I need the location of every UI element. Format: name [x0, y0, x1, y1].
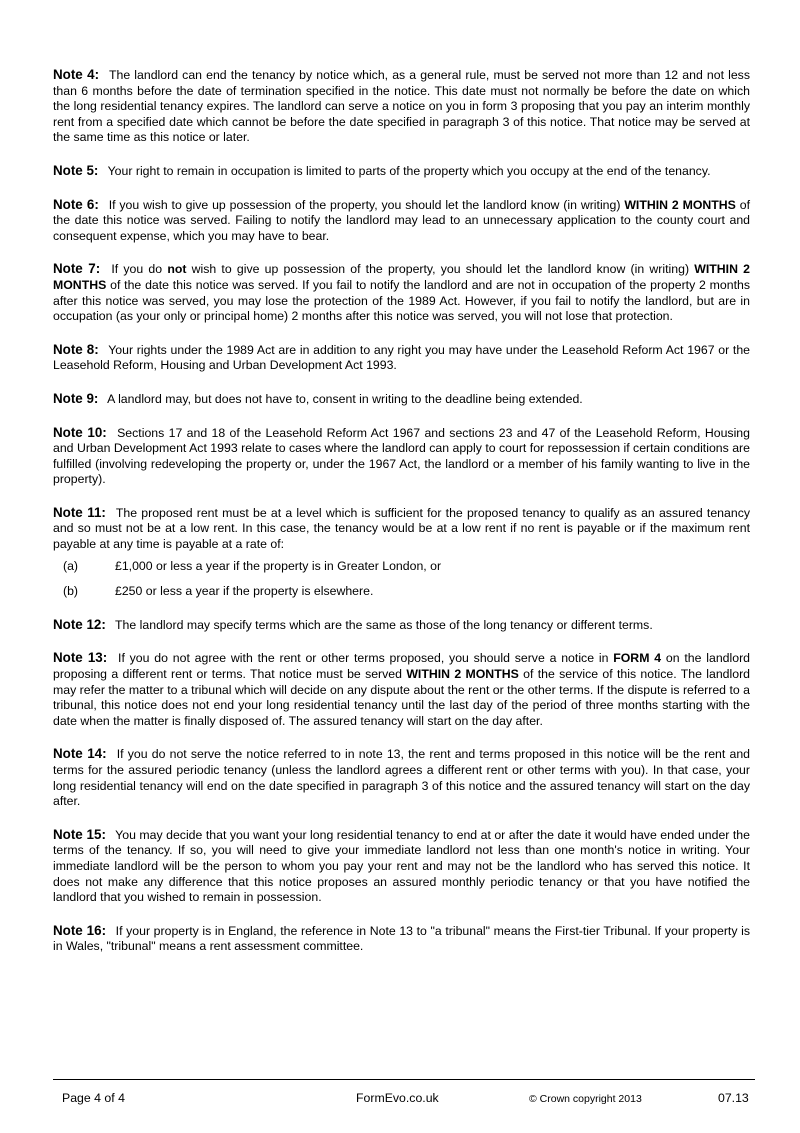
- note-8: [53, 342, 750, 374]
- list-item-label: (a): [63, 558, 79, 573]
- page-footer: [0, 1091, 800, 1111]
- note-text: of the service of this notice. The landlord may refer the matter to a tribunal which will decide on any dispute about the rent or the other terms. If the dispute is referred to a tribunal, this notice does not end your long residential tenancy until the last day of the period of three months starting with the date when the matter is finally disposed of. The assured tenancy will start on the day after.: [53, 667, 751, 728]
- note-label: Note 8:: [53, 341, 99, 357]
- note-label: Note 7:: [53, 261, 101, 277]
- note-label: Note 9:: [53, 390, 99, 406]
- note-15: [53, 827, 750, 906]
- note-text: If your property is in England, the reference in Note 13 to "a tribunal" means the First-tier Tribunal. If your property is in Wales, "tribunal" means a rent assessment committee.: [53, 923, 750, 954]
- note-emphasis: not: [167, 262, 187, 277]
- note-text: on the landlord proposing a different rent or terms. That notice must be served: [53, 651, 751, 682]
- note-9: [53, 391, 750, 408]
- note-emphasis: WITHIN 2 MONTHS: [53, 262, 751, 292]
- note-11: [53, 505, 750, 600]
- note-10: [53, 425, 750, 488]
- notes-section: [53, 67, 750, 972]
- note-4: [53, 67, 750, 146]
- note-label: Note 16:: [53, 922, 107, 938]
- list-item: [63, 558, 750, 575]
- note-text: You may decide that you want your long residential tenancy to end at or after the date it would have ended under the terms of the tenancy. If so, you will need to give your immediate landlord not less than one month's notice in writing. Your immediate landlord will be the person to whom you pay your rent and may not be the landlord who has served this notice. It does not make any difference that this notice proposes an assured monthly periodic tenancy or that you have notified the landlord that you wished to remain in possession.: [53, 827, 750, 905]
- note-text: If you wish to give up possession of the property, you should let the landlord know (in writing): [108, 197, 621, 212]
- rent-threshold-list: [53, 559, 750, 600]
- note-text: Your rights under the 1989 Act are in addition to any right you may have under the Leasehold Reform Act 1967 or the Leasehold Reform, Housing and Urban Development Act 1993.: [53, 342, 750, 373]
- note-text: If you do: [111, 262, 163, 277]
- note-emphasis: WITHIN 2 MONTHS: [624, 197, 736, 212]
- note-16: [53, 923, 750, 955]
- list-item-text: £1,000 or less a year if the property is in Greater London, or: [115, 558, 442, 573]
- note-text: The proposed rent must be at a level which is sufficient for the proposed tenancy to qualify as an assured tenancy and so must not be at a low rent. In this case, the tenancy would be at a low rent if no rent is payable or if the maximum rent payable at any time is payable at a rate of:: [53, 505, 750, 552]
- note-text: A landlord may, but does not have to, consent in writing to the deadline being extended.: [107, 391, 583, 406]
- note-text: If you do not agree with the rent or other terms proposed, you should serve a notice in: [118, 651, 609, 666]
- note-text: wish to give up possession of the property, you should let the landlord know (in writing): [191, 262, 690, 277]
- note-label: Note 5:: [53, 162, 99, 178]
- note-text: The landlord may specify terms which are the same as those of the long tenancy or different terms.: [115, 617, 653, 632]
- list-item: [63, 584, 750, 600]
- note-5: [53, 163, 750, 180]
- note-text: of the date this notice was served. Failing to notify the landlord may lead to an unnecessary application to the county court and consequent expense, which you may have to bear.: [53, 197, 751, 243]
- note-text: Your right to remain in occupation is limited to parts of the property which you occupy at the end of the tenancy.: [107, 163, 711, 178]
- site-name: FormEvo.co.uk: [356, 1091, 439, 1105]
- form-version: 07.13: [718, 1091, 749, 1105]
- note-label: Note 4:: [53, 67, 100, 82]
- note-6: [53, 197, 750, 245]
- note-text: The landlord can end the tenancy by notice which, as a general rule, must be served not more than 12 and not less than 6 months before the date of termination specified in the notice. This date must not normally be before the date on which the long residential tenancy expires. The landlord can serve a notice on you in form 3 proposing that you pay an interim monthly rent from a specified date which cannot be before the date specified in paragraph 3 of this notice. That notice may be served at the same time as this notice or later.: [53, 68, 750, 145]
- note-emphasis: FORM 4: [613, 651, 662, 666]
- note-label: Note 13:: [53, 650, 108, 666]
- note-text: If you do not serve the notice referred to in note 13, the rent and terms proposed in this notice will be the rent and terms for the assured periodic tenancy (unless the landlord agrees a different rent or other terms with you). In that case, your long residential tenancy will end on the date specified in paragraph 3 of this notice and the assured tenancy will start on the day after.: [53, 747, 750, 809]
- note-text: of the date this notice was served. If you fail to notify the landlord and are not in occupation of the property 2 months after this notice was served, you may lose the protection of the 1989 Act. However, if you fail to notify the landlord, but are in occupation (as your only or principal home) 2 months after this notice was served, you will not lose that protection.: [53, 277, 750, 324]
- note-text: Sections 17 and 18 of the Leasehold Reform Act 1967 and sections 23 and 47 of the Leasehold Reform, Housing and Urban Development Act 1993 relate to cases where the landlord can apply to court for repossession if certain conditions are fulfilled (involving redeveloping the property or, under the 1967 Act, the landlord or a member of his family wanting to live in the property).: [53, 425, 750, 487]
- note-14: [53, 746, 750, 809]
- note-7: [53, 261, 750, 324]
- footer-divider: [53, 1079, 755, 1080]
- note-label: Note 11:: [53, 504, 106, 520]
- note-13: [53, 650, 750, 729]
- note-label: Note 15:: [53, 826, 106, 842]
- list-item-label: (b): [63, 584, 79, 599]
- note-label: Note 6:: [53, 196, 99, 212]
- note-12: [53, 617, 750, 634]
- note-emphasis: WITHIN 2 MONTHS: [406, 667, 519, 682]
- list-item-text: £250 or less a year if the property is elsewhere.: [115, 584, 374, 599]
- note-label: Note 10:: [53, 424, 107, 440]
- page-number: Page 4 of 4: [62, 1091, 125, 1105]
- note-label: Note 12:: [53, 616, 106, 632]
- copyright-notice: © Crown copyright 2013: [529, 1093, 642, 1105]
- note-label: Note 14:: [53, 746, 107, 762]
